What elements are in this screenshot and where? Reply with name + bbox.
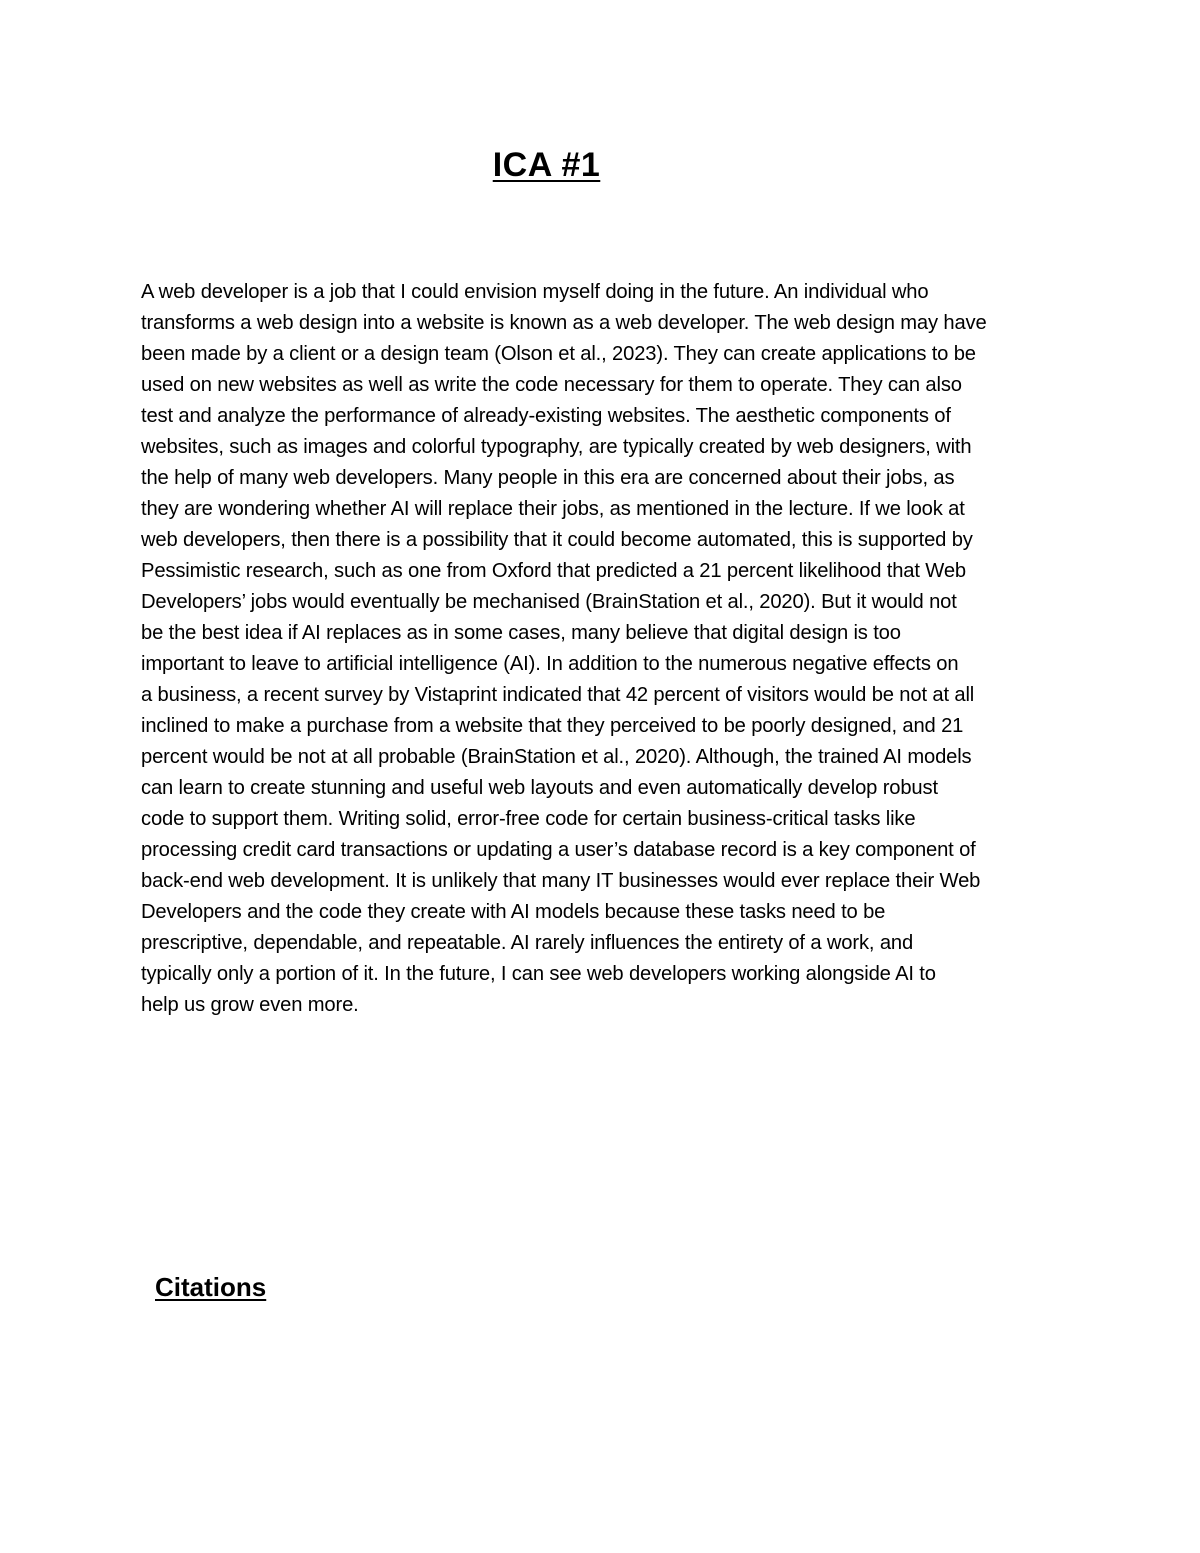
paragraph-line: inclined to make a purchase from a website that they perceived to be poorly designed, and 21 bbox=[141, 715, 964, 737]
paragraph-line: percent would be not at all probable (BrainStation et al., 2020). Although, the trained AI models bbox=[141, 746, 972, 768]
paragraph-line: been made by a client or a design team (Olson et al., 2023). They can create applications to be bbox=[141, 343, 976, 365]
paragraph-line: they are wondering whether AI will replace their jobs, as mentioned in the lecture. If we look at bbox=[141, 498, 965, 520]
paragraph-line: transforms a web design into a website is known as a web developer. The web design may have bbox=[141, 312, 987, 334]
paragraph-line: can learn to create stunning and useful web layouts and even automatically develop robust bbox=[141, 777, 938, 799]
paragraph-line: a business, a recent survey by Vistaprint indicated that 42 percent of visitors would be not at all bbox=[141, 684, 975, 706]
paragraph-line: be the best idea if AI replaces as in some cases, many believe that digital design is too bbox=[141, 622, 901, 644]
paragraph-line: websites, such as images and colorful typography, are typically created by web designers, with bbox=[141, 436, 972, 458]
paragraph-line: prescriptive, dependable, and repeatable. AI rarely influences the entirety of a work, and bbox=[141, 932, 914, 954]
page-title: ICA #1 bbox=[492, 146, 601, 184]
paragraph-line: A web developer is a job that I could envision myself doing in the future. An individual who bbox=[141, 281, 929, 303]
paragraph-line: test and analyze the performance of already-existing websites. The aesthetic components of bbox=[141, 405, 951, 427]
paragraph-line: Pessimistic research, such as one from Oxford that predicted a 21 percent likelihood that Web bbox=[141, 560, 966, 582]
paragraph-line: Developers’ jobs would eventually be mechanised (BrainStation et al., 2020). But it would not bbox=[141, 591, 957, 613]
paragraph-line: used on new websites as well as write the code necessary for them to operate. They can also bbox=[141, 374, 962, 396]
paragraph-line: web developers, then there is a possibility that it could become automated, this is supported by bbox=[141, 529, 973, 551]
paragraph-line: Developers and the code they create with AI models because these tasks need to be bbox=[141, 901, 886, 923]
citations-heading: Citations bbox=[155, 1272, 267, 1302]
paragraph-line: the help of many web developers. Many people in this era are concerned about their jobs, as bbox=[141, 467, 955, 489]
paragraph-line: help us grow even more. bbox=[141, 994, 359, 1016]
paragraph-line: typically only a portion of it. In the future, I can see web developers working alongside AI to bbox=[141, 963, 936, 985]
paragraph-line: code to support them. Writing solid, error-free code for certain business-critical tasks like bbox=[141, 808, 916, 830]
body-paragraph bbox=[141, 277, 1061, 1021]
paragraph-line: important to leave to artificial intelligence (AI). In addition to the numerous negative effects on bbox=[141, 653, 959, 675]
paragraph-line: processing credit card transactions or updating a user’s database record is a key component of bbox=[141, 839, 976, 861]
paragraph-line: back-end web development. It is unlikely that many IT businesses would ever replace their Web bbox=[141, 870, 981, 892]
